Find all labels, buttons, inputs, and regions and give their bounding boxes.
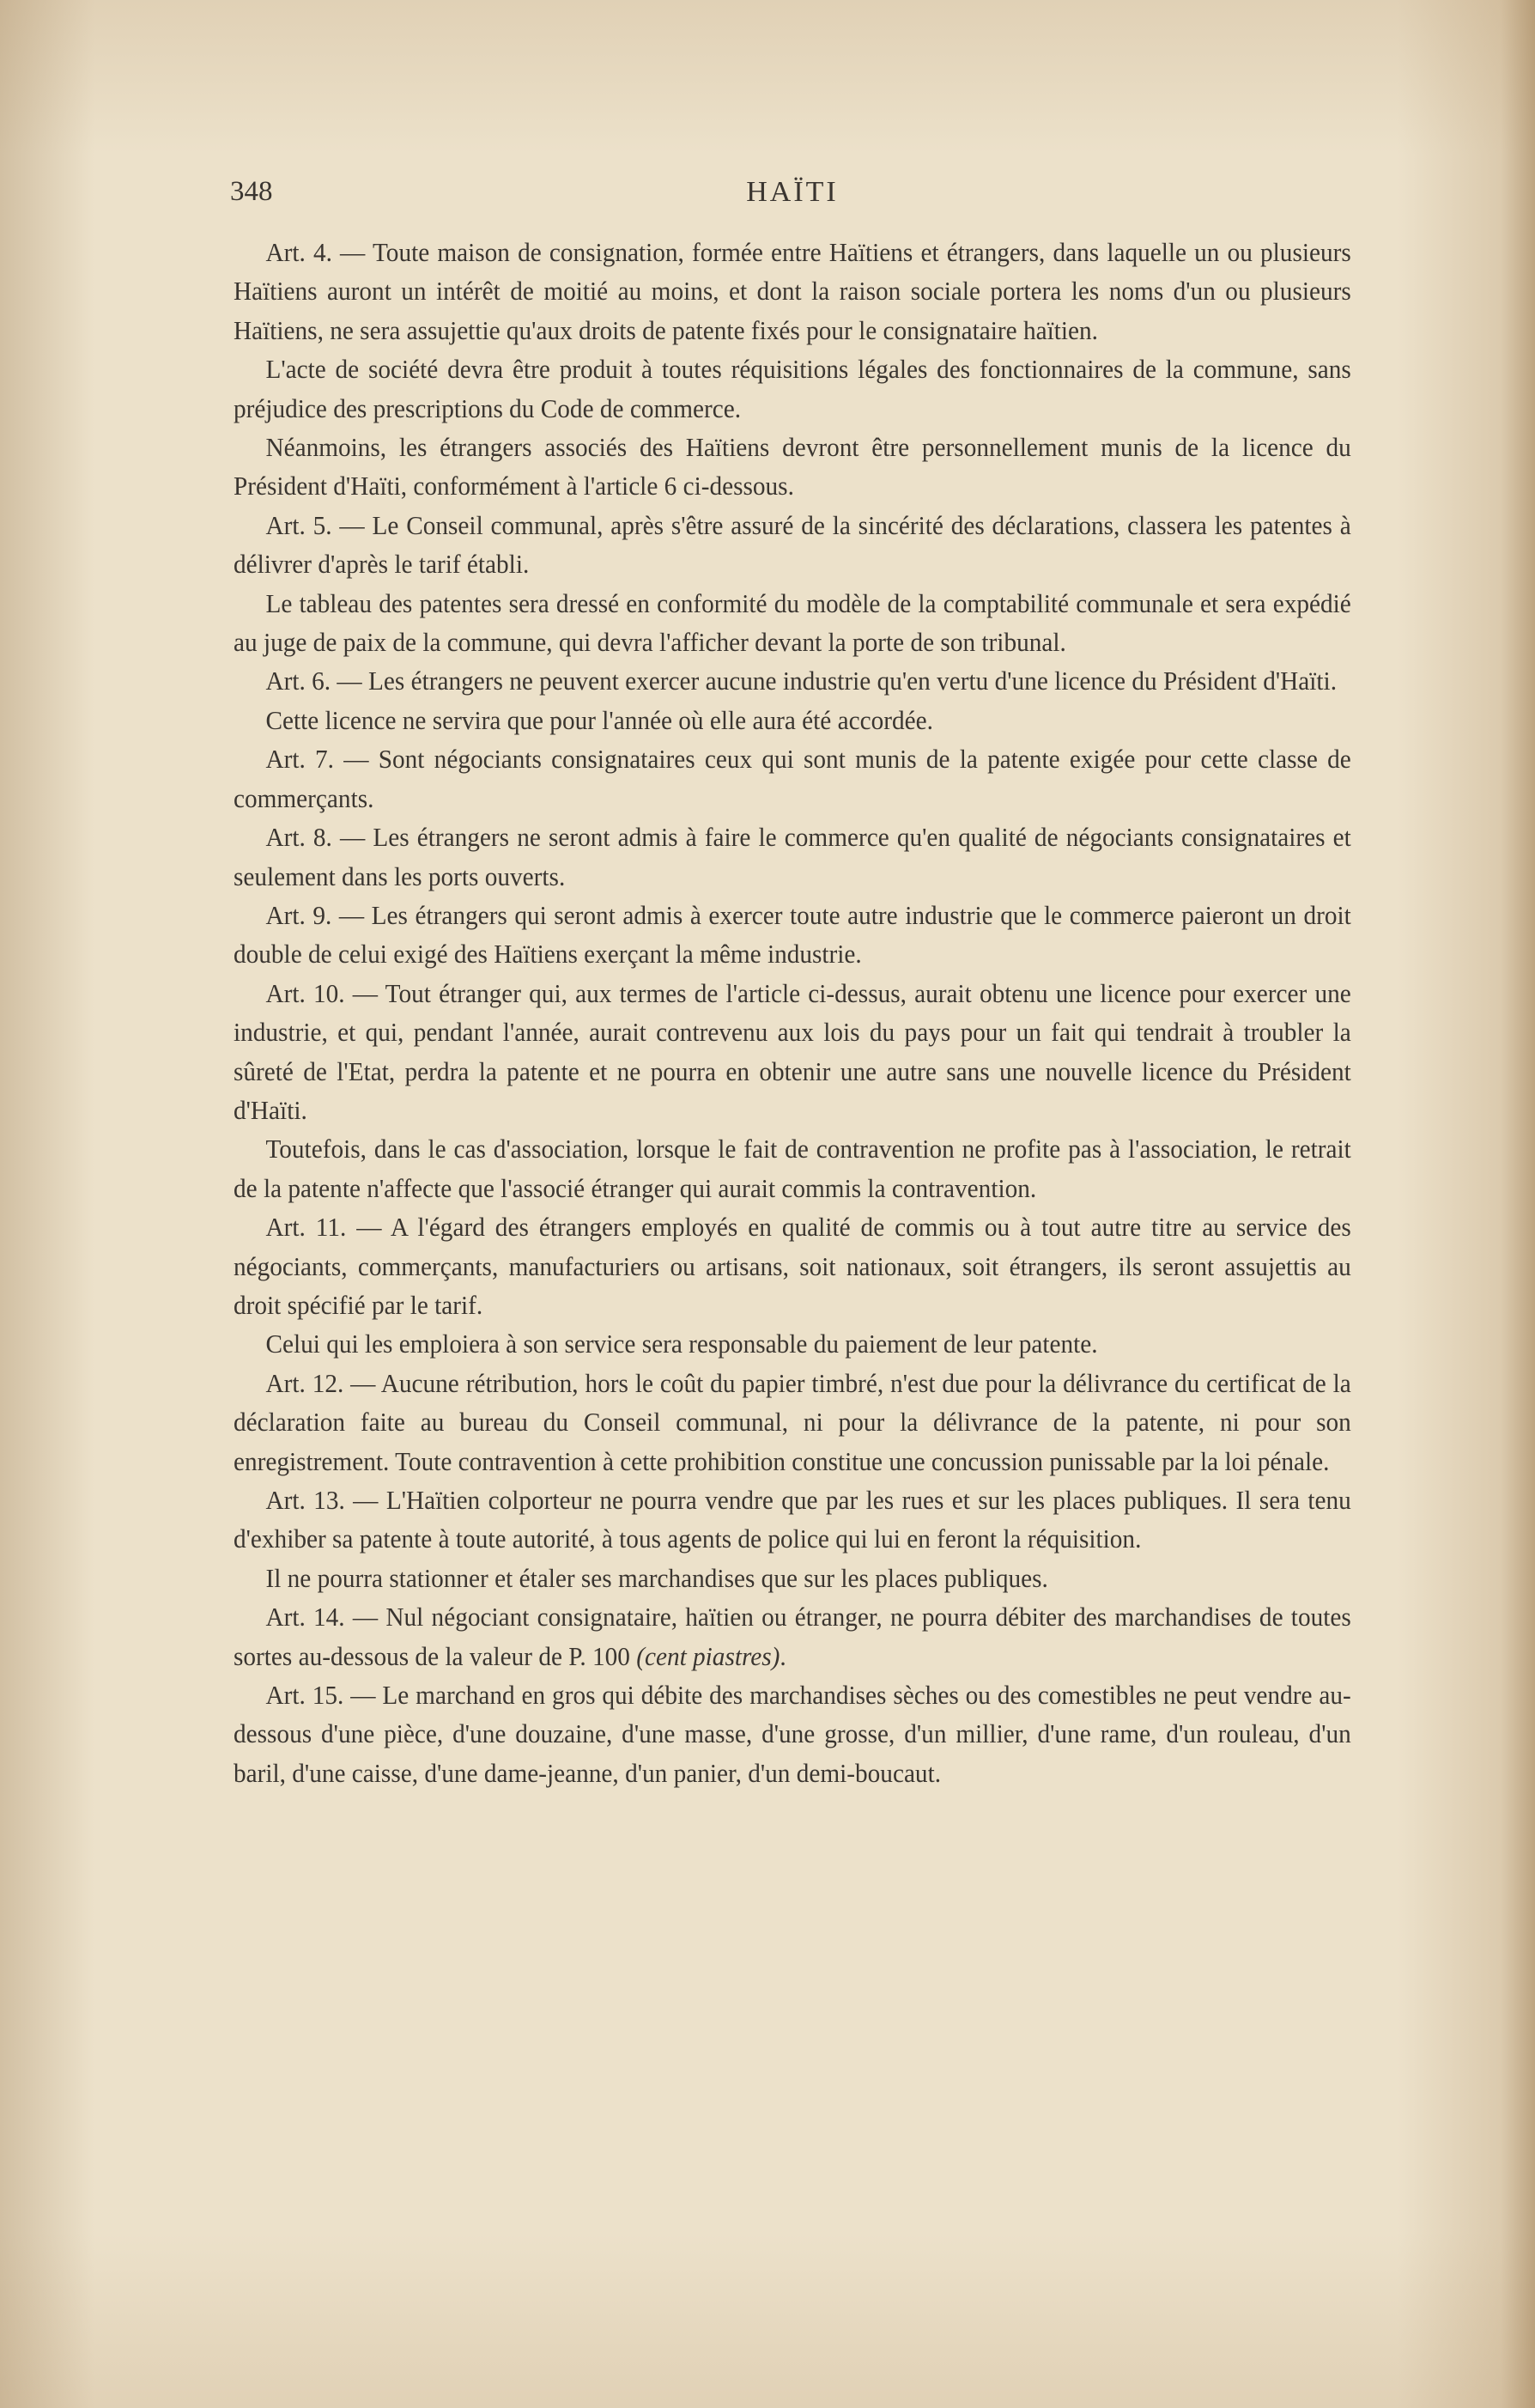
- art-14-italic-amount: (cent piastres): [636, 1641, 780, 1671]
- paragraph-art-6: Art. 6. — Les étrangers ne peuvent exercer aucune industrie qu'en vertu d'une licence du Président d'Haïti.: [265, 666, 1338, 696]
- page-number: 348: [230, 176, 273, 207]
- paragraph-art-8: Art. 8. — Les étrangers ne seront admis à faire le commerce qu'en qualité de négociants consignataires et seulement dans les ports ouverts.: [234, 823, 1351, 891]
- art-14-text: Art. 14. — Nul négociant consignataire, haïtien ou étranger, ne pourra débiter des marchandises de toutes sortes au-dessous de la valeur de P. 100: [234, 1602, 1351, 1671]
- paragraph-art-9: Art. 9. — Les étrangers qui seront admis à exercer toute autre industrie que le commerce paieront un droit double de celui exigé des Haïtiens exerçant la même industrie.: [234, 900, 1351, 970]
- paragraph-art-15: Art. 15. — Le marchand en gros qui débite des marchandises sèches ou des comestibles ne peut vendre au-dessous d'une pièce, d'une douzaine, d'une masse, d'une grosse, d'un millier, d'une rame, d'un rouleau, d'un baril, d'une caisse, d'une dame-jeanne, d'un panier, d'un demi-boucaut.: [234, 1681, 1351, 1788]
- paragraph-art-10-toutefois: Toutefois, dans le cas d'association, lorsque le fait de contravention ne profite pas à l'association, le retrait de la patente n'affecte que l'associé étranger qui aurait commis la contravention.: [234, 1134, 1351, 1203]
- paragraph-art-13-stationner: Il ne pourra stationner et étaler ses marchandises que sur les places publiques.: [265, 1563, 1048, 1593]
- paragraph-art-4-acte-de-societe: L'acte de société devra être produit à toutes réquisitions légales des fonctionnaires de la commune, sans préjudice des prescriptions du Code de commerce.: [234, 355, 1351, 423]
- art-14-suffix: .: [780, 1641, 786, 1671]
- paragraph-art-11: Art. 11. — A l'égard des étrangers employés en qualité de commis ou à tout autre titre au service des négociants, commerçants, manufacturiers ou artisans, soit nationaux, soit étrangers, ils seront assujettis au droit spécifié par le tarif.: [234, 1213, 1351, 1320]
- paragraph-art-6-licence: Cette licence ne servira que pour l'année où elle aura été accordée.: [265, 705, 933, 735]
- paragraph-art-4: Art. 4. — Toute maison de consignation, formée entre Haïtiens et étrangers, dans laquelle un ou plusieurs Haïtiens auront un intérêt de moitié au moins, et dont la raison sociale portera les noms d'un ou plusieurs Haïtiens, ne sera assujettie qu'aux droits de patente fixés pour le consignataire haïtien.: [234, 238, 1351, 345]
- running-head: [230, 176, 1355, 219]
- paragraph-art-5: Art. 5. — Le Conseil communal, après s'être assuré de la sincérité des déclarations, classera les patentes à délivrer d'après le tarif établi.: [234, 510, 1351, 580]
- paragraph-art-10: Art. 10. — Tout étranger qui, aux termes de l'article ci-dessus, aurait obtenu une licence pour exercer une industrie, et qui, pendant l'année, aurait contrevenu aux lois du pays pour un fait qui tendrait à troubler la sûreté de l'Etat, perdra la patente et ne pourra en obtenir une autre sans une nouvelle licence du Président d'Haïti.: [234, 978, 1351, 1125]
- paragraph-art-4-neanmoins: Néanmoins, les étrangers associés des Haïtiens devront être personnellement munis de la licence du Président d'Haïti, conformément à l'article 6 ci-dessous.: [234, 433, 1351, 502]
- paragraph-art-14: [234, 1598, 1351, 1676]
- paragraph-art-11-celui: Celui qui les emploiera à son service sera responsable du paiement de leur patente.: [265, 1329, 1098, 1359]
- body-text: [234, 234, 1351, 1793]
- paragraph-art-7: Art. 7. — Sont négociants consignataires ceux qui sont munis de la patente exigée pour cette classe de commerçants.: [234, 745, 1351, 813]
- paragraph-art-5-tableau: Le tableau des patentes sera dressé en conformité du modèle de la comptabilité communale et sera expédié au juge de paix de la commune, qui devra l'afficher devant la porte de son tribunal.: [234, 588, 1351, 658]
- running-title: HAÏTI: [746, 176, 839, 208]
- paragraph-art-12: Art. 12. — Aucune rétribution, hors le coût du papier timbré, n'est due pour la délivrance du certificat de la déclaration faite au bureau du Conseil communal, ni pour la délivrance de la patente, ni pour son enregistrement. Toute contravention à cette prohibition constitue une concussion punissable par la loi pénale.: [234, 1368, 1351, 1476]
- paragraph-art-13: Art. 13. — L'Haïtien colporteur ne pourra vendre que par les rues et sur les places publiques. Il sera tenu d'exhiber sa patente à toute autorité, à tous agents de police qui lui en feront la réquisition.: [234, 1486, 1351, 1554]
